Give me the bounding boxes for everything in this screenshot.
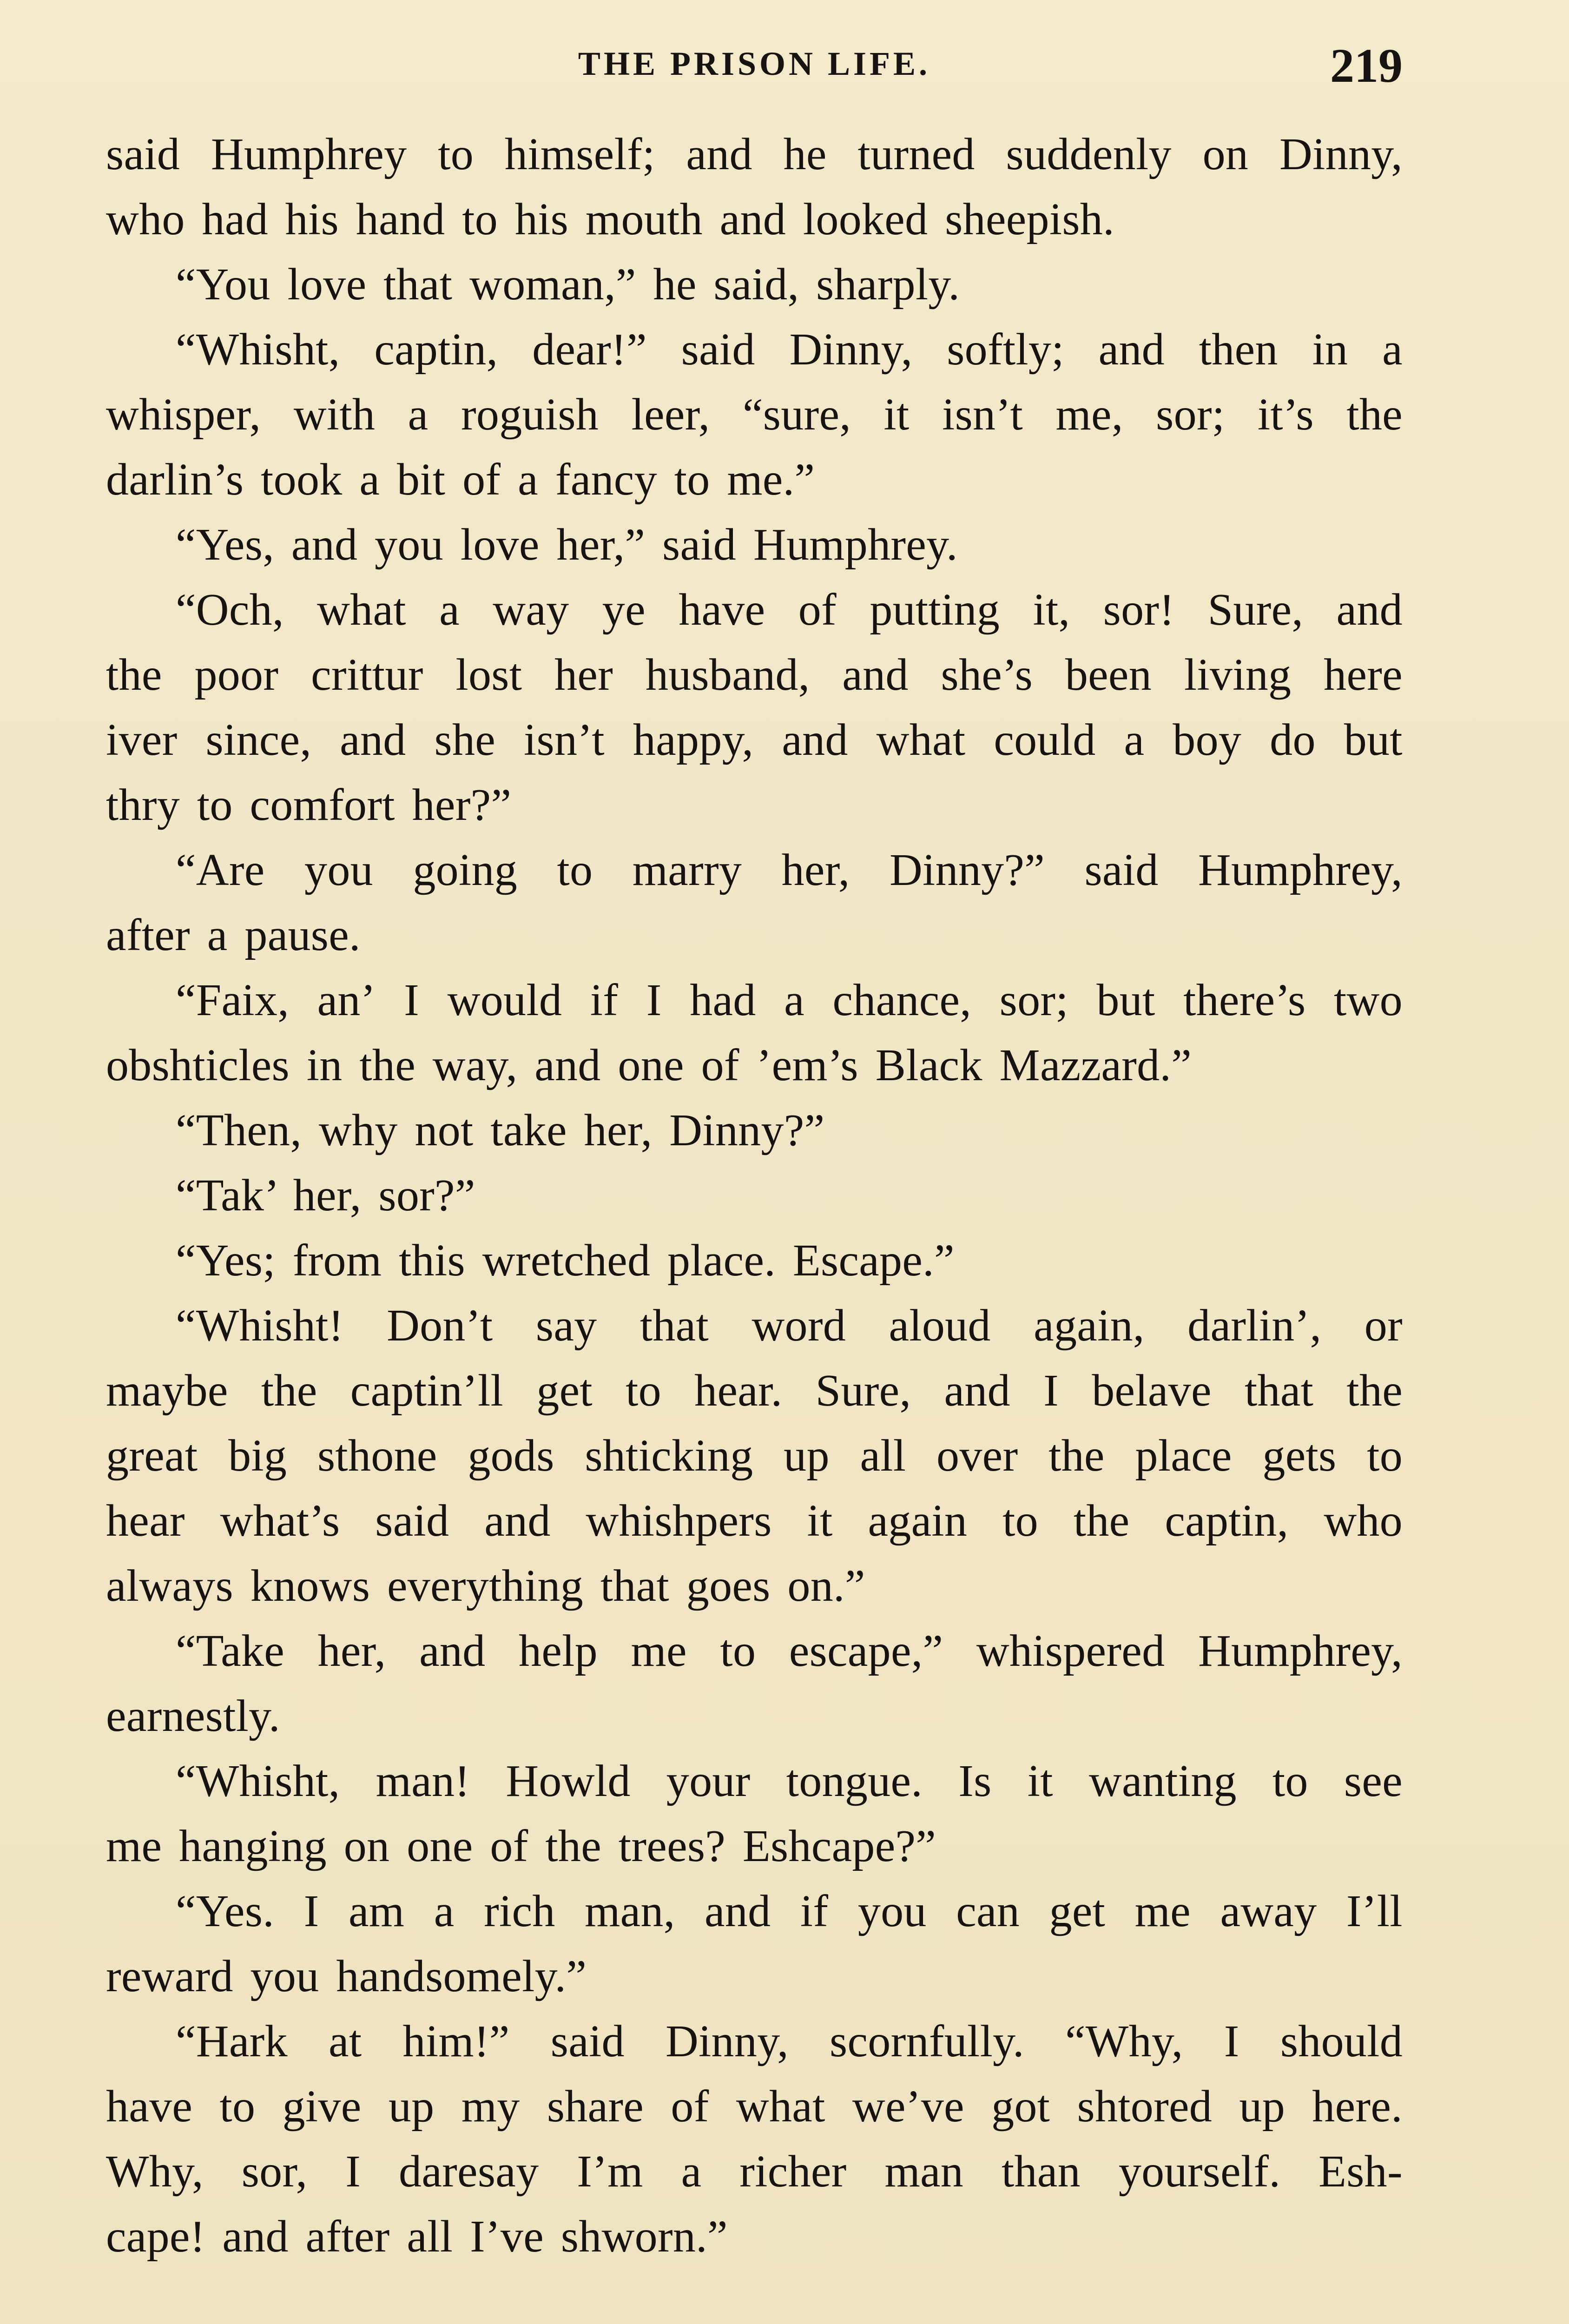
text-line: maybe the captin’ll get to hear. Sure, and I belave that the — [106, 1366, 1403, 1416]
text-line: the poor crittur lost her husband, and she’s been living here — [106, 650, 1403, 700]
text-line: said Humphrey to himself; and he turned suddenly on Dinny, — [106, 129, 1403, 179]
text-line: Why, sor, I daresay I’m a richer man than yourself. Esh- — [106, 2146, 1403, 2197]
text-line: have to give up my share of what we’ve got shtored up here. — [106, 2081, 1403, 2132]
text-line: whisper, with a roguish leer, “sure, it isn’t me, sor; it’s the — [106, 390, 1403, 440]
text-line: “Then, why not take her, Dinny?” — [176, 1105, 825, 1155]
running-head-title: THE PRISON LIFE. — [578, 45, 931, 82]
text-line: always knows everything that goes on.” — [106, 1561, 865, 1611]
text-line: thry to comfort her?” — [106, 780, 512, 830]
text-line: “Whisht, captin, dear!” said Dinny, softly; and then in a — [176, 324, 1403, 375]
text-line: darlin’s took a bit of a fancy to me.” — [106, 455, 815, 505]
text-line: “Hark at him!” said Dinny, scornfully. “Why, I should — [176, 2016, 1403, 2067]
text-line: obshticles in the way, and one of ’em’s Black Mazzard.” — [106, 1040, 1192, 1090]
text-line: “Och, what a way ye have of putting it, sor! Sure, and — [176, 585, 1403, 635]
text-line: “Whisht! Don’t say that word aloud again, darlin’, or — [176, 1301, 1403, 1351]
text-line: “You love that woman,” he said, sharply. — [176, 259, 960, 310]
text-line: me hanging on one of the trees? Eshcape?” — [106, 1821, 936, 1871]
text-line: after a pause. — [106, 910, 361, 960]
text-line: who had his hand to his mouth and looked sheepish. — [106, 194, 1114, 244]
text-line: hear what’s said and whishpers it again to the captin, who — [106, 1496, 1403, 1546]
running-head — [106, 38, 1403, 92]
text-line: earnestly. — [106, 1691, 280, 1741]
text-line: “Are you going to marry her, Dinny?” said Humphrey, — [176, 845, 1403, 895]
text-line: “Yes. I am a rich man, and if you can get me away I’ll — [176, 1886, 1403, 1936]
text-line: reward you handsomely.” — [106, 1951, 587, 2001]
text-line: cape! and after all I’ve shworn.” — [106, 2212, 728, 2262]
body-text — [106, 122, 1403, 2269]
text-line: “Faix, an’ I would if I had a chance, sor; but there’s two — [176, 975, 1403, 1025]
text-line: “Whisht, man! Howld your tongue. Is it wanting to see — [176, 1756, 1403, 1806]
text-line: “Tak’ her, sor?” — [176, 1170, 475, 1221]
page-number: 219 — [1330, 39, 1403, 92]
text-line: “Yes, and you love her,” said Humphrey. — [176, 520, 958, 570]
text-line: great big sthone gods shticking up all over the place gets to — [106, 1431, 1403, 1481]
text-line: iver since, and she isn’t happy, and what could a boy do but — [106, 715, 1403, 765]
text-line: “Take her, and help me to escape,” whispered Humphrey, — [176, 1626, 1403, 1676]
text-line: “Yes; from this wretched place. Escape.” — [176, 1235, 955, 1286]
